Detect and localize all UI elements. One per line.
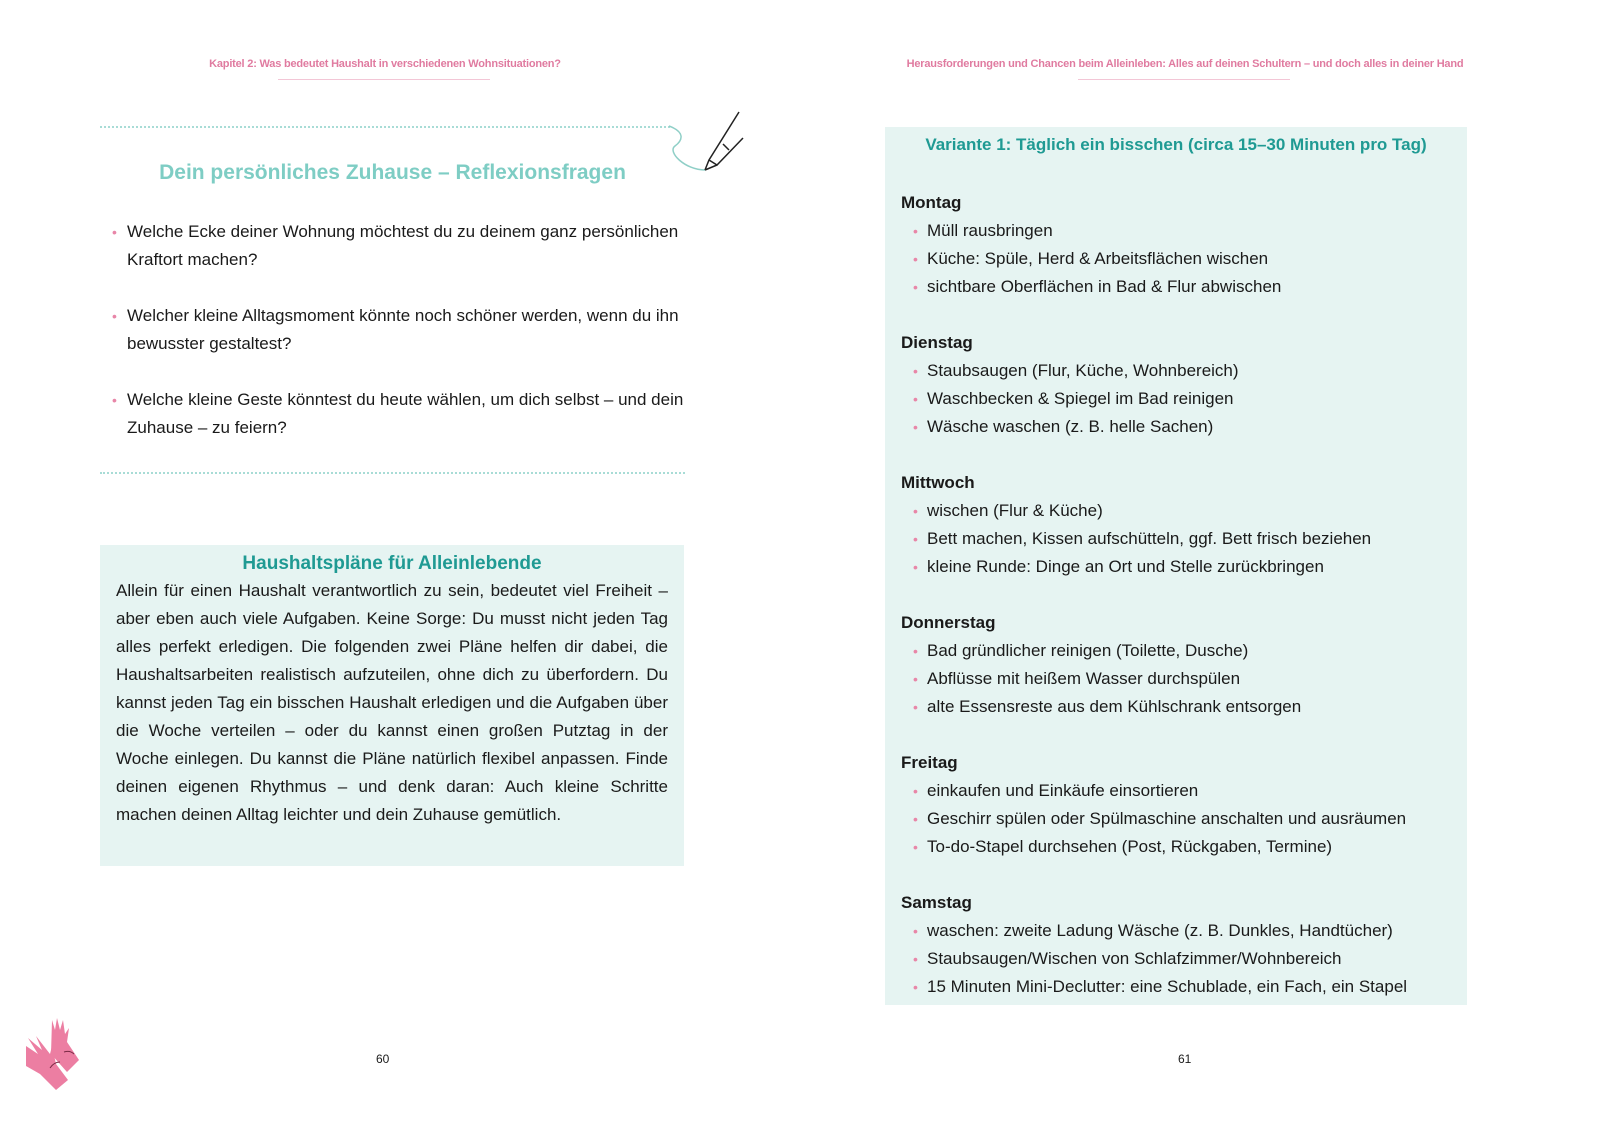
- day-heading: Dienstag: [901, 333, 973, 352]
- divider-bottom: [100, 472, 685, 474]
- divider-top: [100, 126, 670, 128]
- day-heading: Samstag: [901, 893, 972, 912]
- task-list: [901, 217, 1451, 301]
- bullet: •: [913, 979, 918, 995]
- task-item: [901, 805, 1451, 833]
- bullet: •: [112, 392, 117, 408]
- bullet: •: [913, 783, 918, 799]
- task-list: [901, 917, 1451, 1001]
- bullet: •: [913, 503, 918, 519]
- task-text: Waschbecken & Spiegel im Bad reinigen: [927, 389, 1234, 408]
- bullet: •: [913, 671, 918, 687]
- day-heading: Donnerstag: [901, 613, 996, 632]
- task-text: Wäsche waschen (z. B. helle Sachen): [927, 417, 1214, 436]
- bullet: •: [913, 699, 918, 715]
- bullet: •: [913, 811, 918, 827]
- task-text: Staubsaugen (Flur, Küche, Wohnbereich): [927, 361, 1239, 380]
- task-text: Staubsaugen/Wischen von Schlafzimmer/Wohnbereich: [927, 949, 1342, 968]
- task-text: kleine Runde: Dinge an Ort und Stelle zurückbringen: [927, 557, 1324, 576]
- task-list: [901, 777, 1451, 861]
- task-item: [901, 917, 1451, 945]
- task-item: [901, 413, 1451, 441]
- task-item: [901, 385, 1451, 413]
- bullet: •: [913, 839, 918, 855]
- day-heading: Mittwoch: [901, 473, 975, 492]
- task-text: sichtbare Oberflächen in Bad & Flur abwischen: [927, 277, 1282, 296]
- task-item: [901, 553, 1451, 581]
- bullet: •: [112, 308, 117, 324]
- variant-1-box: [885, 127, 1467, 1005]
- task-item: [901, 273, 1451, 301]
- question-item: [112, 302, 692, 358]
- task-item: [901, 693, 1451, 721]
- task-item: [901, 945, 1451, 973]
- task-text: alte Essensreste aus dem Kühlschrank entsorgen: [927, 697, 1302, 716]
- box-title: Haushaltspläne für Alleinlebende: [242, 553, 542, 574]
- bullet: •: [913, 391, 918, 407]
- bullet: •: [112, 224, 117, 240]
- question-item: [112, 218, 692, 274]
- box-text: Allein für einen Haushalt verantwortlich zu sein, bedeutet viel Freiheit – aber eben auch viele Aufgaben. Keine Sorge: Du musst nicht jeden Tag alles perfekt erledigen. Die folgenden zwei Pläne helfen dir dabei, die Haushaltsarbeiten realistisch aufzuteilen, ohne dich zu überfordern. Du kannst jeden Tag ein bisschen Haushalt erledigen und die Aufgaben über die Woche verteilen – oder du kannst einen großen Putztag in der Woche einlegen. Du kannst die Pläne natürlich flexibel anpassen. Finde deinen eigenen Rhythmus – und denk daran: Auch kleine Schritte machen deinen Alltag leichter und dein Zuhause gemütlich.: [116, 581, 668, 824]
- reflection-questions: [112, 218, 692, 470]
- page-number-left: 60: [376, 1052, 390, 1066]
- running-head-rule: [1078, 79, 1290, 80]
- running-head-rule: [278, 79, 490, 80]
- question-text: Welcher kleine Alltagsmoment könnte noch schöner werden, wenn du ihn bewusster gestaltest?: [127, 306, 679, 353]
- task-text: Geschirr spülen oder Spülmaschine anschalten und ausräumen: [927, 809, 1407, 828]
- day-heading: Freitag: [901, 753, 958, 772]
- bullet: •: [913, 559, 918, 575]
- task-text: 15 Minuten Mini-Declutter: eine Schublade, ein Fach, ein Stapel: [927, 977, 1408, 996]
- task-list: [901, 357, 1451, 441]
- task-item: [901, 637, 1451, 665]
- task-item: [901, 525, 1451, 553]
- running-head-left: Kapitel 2: Was bedeutet Haushalt in verschiedenen Wohnsituationen?: [209, 58, 561, 70]
- bullet: •: [913, 251, 918, 267]
- bullet: •: [913, 923, 918, 939]
- bullet: •: [913, 279, 918, 295]
- task-item: [901, 217, 1451, 245]
- task-text: Müll rausbringen: [927, 221, 1053, 240]
- page-number-right: 61: [1178, 1052, 1192, 1066]
- task-item: [901, 497, 1451, 525]
- task-item: [901, 777, 1451, 805]
- bullet: •: [913, 643, 918, 659]
- gloves-icon: [22, 1012, 92, 1090]
- question-item: [112, 386, 692, 442]
- household-plans-box: [100, 545, 684, 866]
- task-text: To-do-Stapel durchsehen (Post, Rückgaben, Termine): [927, 837, 1333, 856]
- task-text: Bad gründlicher reinigen (Toilette, Dusche): [927, 641, 1249, 660]
- task-item: [901, 245, 1451, 273]
- task-text: wischen (Flur & Küche): [927, 501, 1103, 520]
- box-title: Variante 1: Täglich ein bisschen (circa 15–30 Minuten pro Tag): [925, 135, 1427, 154]
- task-text: waschen: zweite Ladung Wäsche (z. B. Dunkles, Handtücher): [927, 921, 1393, 940]
- task-text: einkaufen und Einkäufe einsortieren: [927, 781, 1199, 800]
- reflection-title: Dein persönliches Zuhause – Reflexionsfragen: [159, 161, 626, 184]
- task-list: [901, 637, 1451, 721]
- bullet: •: [913, 419, 918, 435]
- day-heading: Montag: [901, 193, 962, 212]
- question-text: Welche kleine Geste könntest du heute wählen, um dich selbst – und dein Zuhause – zu feiern?: [127, 390, 684, 437]
- weekday-schedule: [901, 189, 1451, 1001]
- bullet: •: [913, 223, 918, 239]
- task-text: Küche: Spüle, Herd & Arbeitsflächen wischen: [927, 249, 1269, 268]
- bullet: •: [913, 363, 918, 379]
- task-item: [901, 973, 1451, 1001]
- question-text: Welche Ecke deiner Wohnung möchtest du zu deinem ganz persönlichen Kraftort machen?: [127, 222, 679, 269]
- running-head-right: Herausforderungen und Chancen beim Alleinleben: Alles auf deinen Schultern – und doch alles in deiner Hand: [906, 58, 1464, 70]
- task-item: [901, 357, 1451, 385]
- task-text: Bett machen, Kissen aufschütteln, ggf. Bett frisch beziehen: [927, 529, 1372, 548]
- bullet: •: [913, 531, 918, 547]
- task-item: [901, 833, 1451, 861]
- task-list: [901, 497, 1451, 581]
- bullet: •: [913, 951, 918, 967]
- task-item: [901, 665, 1451, 693]
- task-text: Abflüsse mit heißem Wasser durchspülen: [927, 669, 1241, 688]
